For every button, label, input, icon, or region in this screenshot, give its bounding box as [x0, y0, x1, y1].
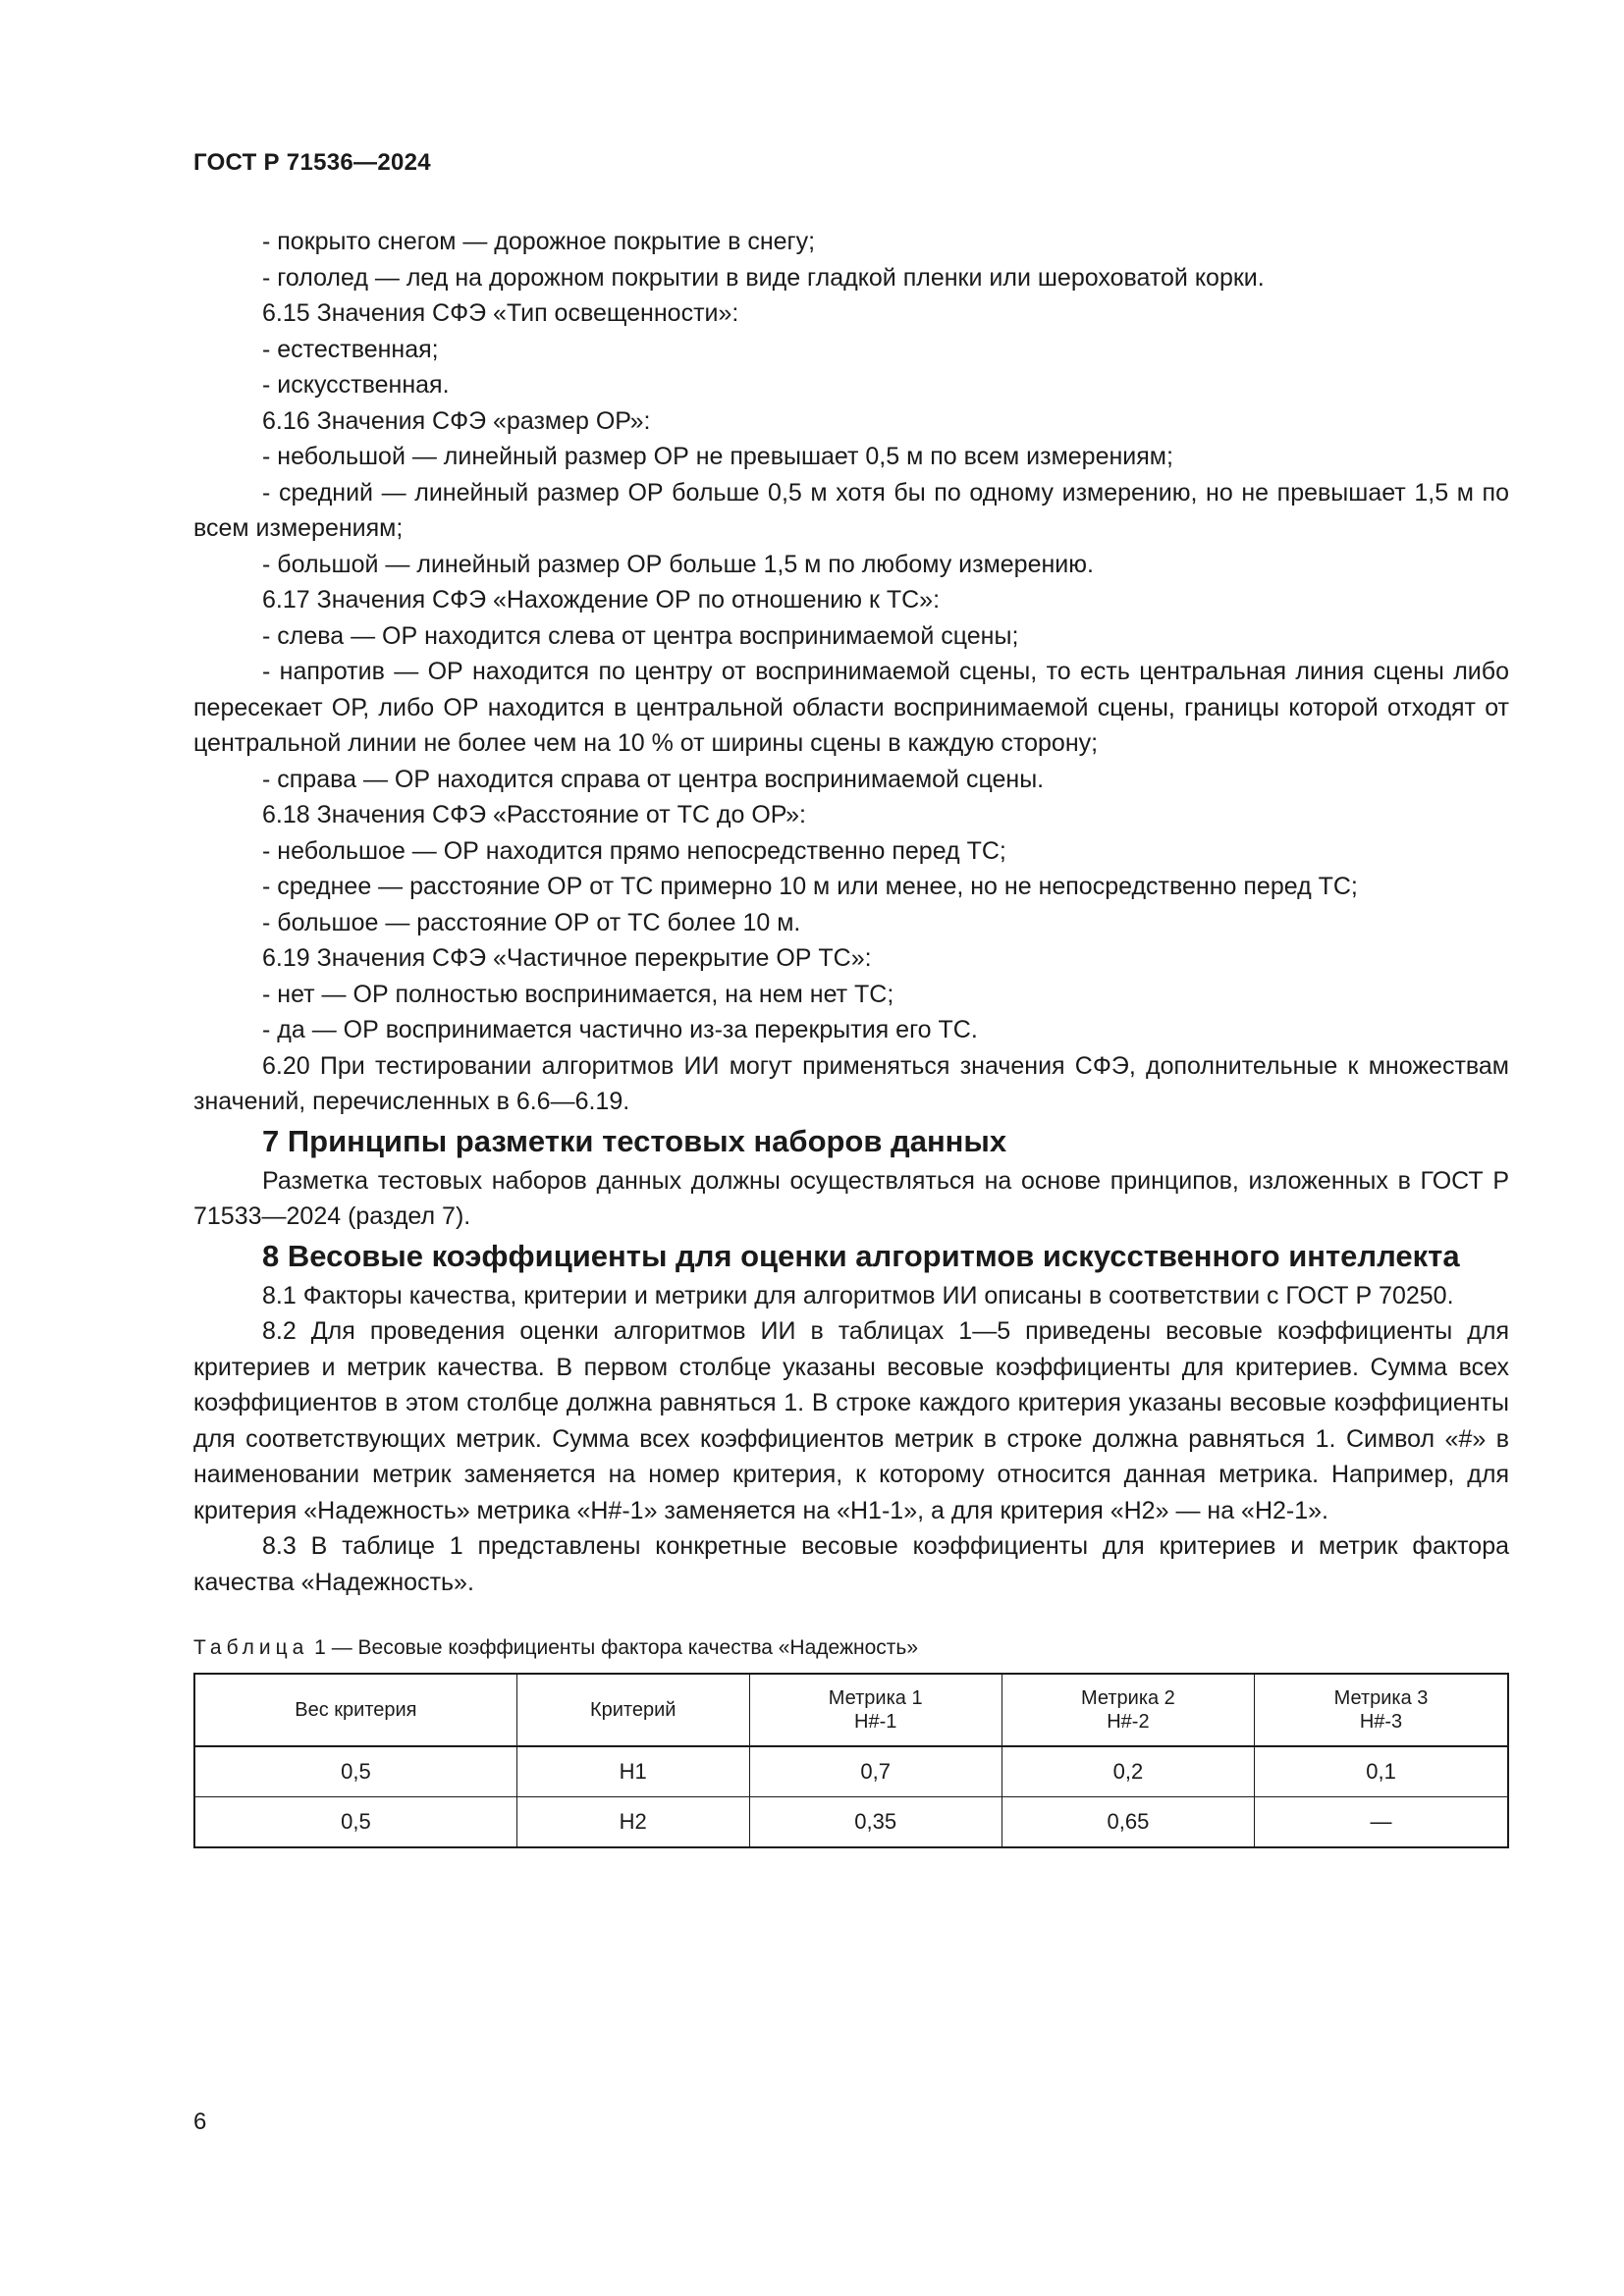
- list-item: - да — ОР воспринимается частично из-за перекрытия его ТС.: [262, 1016, 978, 1043]
- list-item: - слева — ОР находится слева от центра воспринимаемой сцены;: [262, 621, 1019, 650]
- table-cell: 0,5: [194, 1746, 516, 1797]
- table-cell: 0,35: [749, 1797, 1001, 1848]
- table-cell: —: [1255, 1797, 1508, 1848]
- header-code: Н#-2: [1107, 1711, 1150, 1733]
- table-cell: 0,65: [1001, 1797, 1254, 1848]
- header-metric-2: [1001, 1674, 1254, 1746]
- clause-6-17: 6.17 Значения СФЭ «Нахождение ОР по отношению к ТС»:: [262, 586, 941, 614]
- clause-8-3: 8.3 В таблице 1 представлены конкретные весовые коэффициенты для критериев и метрик фактора качества «Надежность».: [193, 1532, 1509, 1596]
- header-label: Вес критерия: [295, 1699, 417, 1721]
- list-item: - напротив — ОР находится по центру от воспринимаемой сцены, то есть центральная линия сцены либо пересекает ОР, либо ОР находится в центральной области воспринимаемой сцены, границы которой отходят от центральной линии не более чем на 10 % от ширины сцены в каждую сторону;: [193, 658, 1509, 757]
- list-item: - нет — ОР полностью воспринимается, на нем нет ТС;: [262, 980, 894, 1008]
- table-1-caption: [193, 1633, 1509, 1663]
- clause-8-1: 8.1 Факторы качества, критерии и метрики для алгоритмов ИИ описаны в соответствии с ГОСТ Р 70250.: [262, 1281, 1454, 1309]
- header-code: Н#-3: [1359, 1711, 1403, 1733]
- clause-6-18: 6.18 Значения СФЭ «Расстояние от ТС до ОР»:: [262, 801, 806, 828]
- table-caption-label: Таблица: [193, 1636, 309, 1659]
- section-8-heading: 8 Весовые коэффициенты для оценки алгоритмов искусственного интеллекта: [262, 1238, 1460, 1273]
- header-metric-3: [1255, 1674, 1508, 1746]
- table-cell: 0,2: [1001, 1746, 1254, 1797]
- section-7-heading: 7 Принципы разметки тестовых наборов данных: [262, 1123, 1007, 1158]
- list-item: - большой — линейный размер ОР больше 1,5 м по любому измерению.: [262, 550, 1094, 578]
- table-cell: Н2: [516, 1797, 749, 1848]
- list-item: - небольшой — линейный размер ОР не превышает 0,5 м по всем измерениям;: [262, 443, 1173, 470]
- header-label: Критерий: [589, 1699, 677, 1721]
- header-label: Метрика 1: [828, 1687, 923, 1709]
- table-caption-text: 1 — Весовые коэффициенты фактора качества «Надежность»: [308, 1636, 919, 1659]
- header-criterion: [516, 1674, 749, 1746]
- table-row: [194, 1746, 1508, 1797]
- header-weight: [194, 1674, 516, 1746]
- list-item: - естественная;: [262, 335, 439, 363]
- list-item: - справа — ОР находится справа от центра воспринимаемой сцены.: [262, 765, 1045, 793]
- list-item: - среднее — расстояние ОР от ТС примерно 10 м или менее, но не непосредственно перед ТС;: [262, 873, 1358, 900]
- clause-6-19: 6.19 Значения СФЭ «Частичное перекрытие ОР ТС»:: [262, 944, 872, 972]
- clause-8-2: 8.2 Для проведения оценки алгоритмов ИИ в таблицах 1—5 приведены весовые коэффициенты для критериев и метрик качества. В первом столбце указаны весовые коэффициенты для критериев. Сумма всех коэффициентов в этом столбце должна равняться 1. В строке каждого критерия указаны весовые коэффициенты для соответствующих метрик. Сумма всех коэффициентов метрик в строке должна равняться 1. Символ «#» в наименовании метрик заменяется на номер критерия, к которому относится данная метрика. Например, для критерия «Надежность» метрика «Н#-1» заменяется на «Н1-1», а для критерия «Н2» — на «Н2-1».: [193, 1317, 1509, 1524]
- header-label: Метрика 3: [1333, 1687, 1429, 1709]
- table-1: [193, 1673, 1509, 1848]
- header-code: Н#-1: [854, 1711, 897, 1733]
- clause-6-15: 6.15 Значения СФЭ «Тип освещенности»:: [262, 299, 739, 327]
- table-cell: 0,5: [194, 1797, 516, 1848]
- clause-6-20: 6.20 При тестировании алгоритмов ИИ могут применяться значения СФЭ, дополнительные к множествам значений, перечисленных в 6.6—6.19.: [193, 1051, 1509, 1115]
- list-item: - небольшое — ОР находится прямо непосредственно перед ТС;: [262, 836, 1006, 865]
- list-item: - покрыто снегом — дорожное покрытие в снегу;: [262, 228, 816, 255]
- table-header-row: [194, 1674, 1508, 1746]
- table-cell: Н1: [516, 1746, 749, 1797]
- header-label: Метрика 2: [1081, 1687, 1175, 1709]
- list-item: - большое — расстояние ОР от ТС более 10 м.: [262, 908, 801, 936]
- table-cell: 0,1: [1255, 1746, 1508, 1797]
- list-item: - гололед — лед на дорожном покрытии в виде гладкой пленки или шероховатой корки.: [262, 263, 1265, 292]
- page-number: 6: [193, 2109, 207, 2135]
- table-cell: 0,7: [749, 1746, 1001, 1797]
- clause-6-16: 6.16 Значения СФЭ «размер ОР»:: [262, 406, 651, 435]
- document-header: ГОСТ Р 71536—2024: [193, 149, 431, 176]
- table-row: [194, 1797, 1508, 1848]
- page-content: [193, 224, 1509, 1848]
- section-7-paragraph: Разметка тестовых наборов данных должны осуществляться на основе принципов, изложенных в ГОСТ Р 71533—2024 (раздел 7).: [193, 1166, 1509, 1230]
- header-metric-1: [749, 1674, 1001, 1746]
- list-item: - искусственная.: [262, 371, 450, 399]
- list-item: - средний — линейный размер ОР больше 0,5 м хотя бы по одному измерению, но не превышает 1,5 м по всем измерениям;: [193, 478, 1509, 542]
